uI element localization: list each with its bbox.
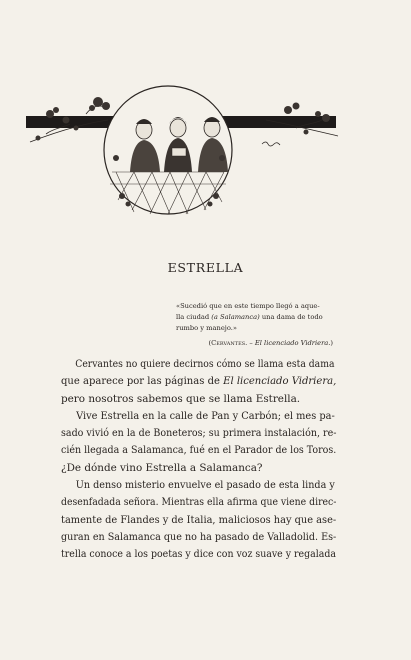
attribution-open: (: [208, 339, 212, 347]
attribution-work: El licenciado Vidriera.: [254, 339, 331, 347]
body-line: cién llegada a Salamanca, fué en el Parador de los Toros.: [61, 444, 337, 457]
epigraph-line: rumbo y manejo.»: [176, 324, 237, 332]
body-line: tamente de Flandes y de Italia, maliciosos hay que ase-: [61, 513, 337, 526]
artist-signature-mark: [262, 142, 280, 146]
body-line: ¿De dónde vino Estrella a Salamanca?: [61, 461, 263, 474]
body-line: Cervantes no quiere decirnos cómo se llama esta dama: [75, 358, 335, 370]
epigraph-italic: (a Salamanca): [211, 313, 260, 321]
body-text: [61, 356, 336, 564]
body-line: Un denso misterio envuelve el pasado de esta linda y: [75, 479, 335, 492]
body-line: pero nosotros sabemos que se llama Estrella.: [61, 392, 301, 405]
attribution-author: Cervantes: [211, 339, 246, 347]
body-line: guran en Salamanca que no ha pasado de Valladolid. Es-: [61, 530, 337, 543]
epigraph-line: «Sucedió que en este tiempo llegó a aque-: [176, 302, 320, 310]
epigraph: [176, 301, 336, 349]
body-line: Vive Estrella en la calle de Pan y Carbón; el mes pa-: [76, 409, 335, 422]
body-text-span: que aparece por las páginas de: [61, 375, 220, 388]
attribution-sep: . –: [245, 339, 255, 347]
body-line: sado vivió en la de Boneteros; su primera instalación, re-: [61, 427, 337, 440]
body-line: desenfadada señora. Mientras ella afirma que viene direc-: [61, 496, 337, 509]
body-line: trella conoce a los poetas y dice con voz suave y regalada: [61, 548, 336, 561]
epigraph-text: una dama de todo: [261, 313, 323, 321]
body-line: [61, 373, 337, 390]
epigraph-line: [176, 312, 336, 323]
epigraph-attribution: [176, 338, 333, 349]
attribution-close: ): [330, 339, 333, 347]
book-title-italic: El licenciado Vidriera,: [223, 375, 337, 388]
epigraph-text: lla ciudad: [176, 313, 210, 321]
chapter-title: ESTRELLA: [167, 260, 244, 275]
header-vignette-illustration: [26, 84, 348, 224]
